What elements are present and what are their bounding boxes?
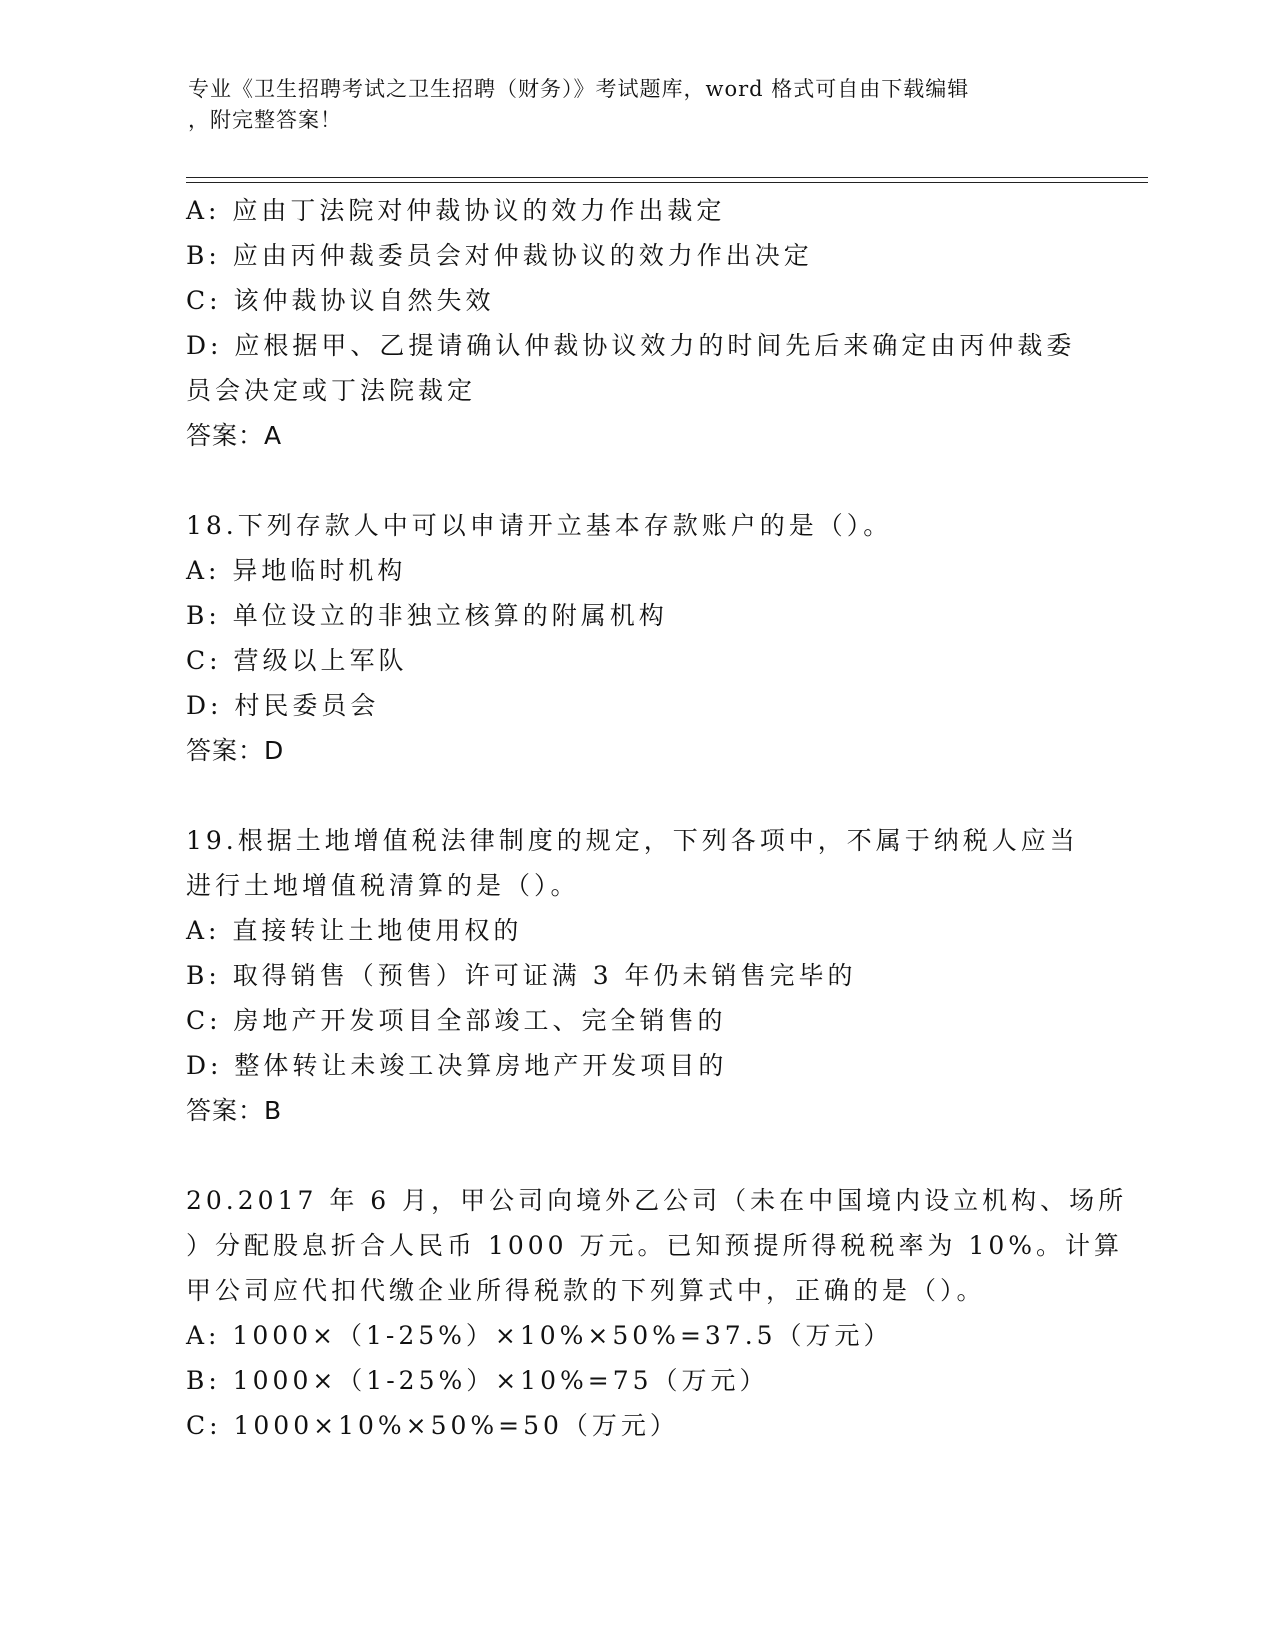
q18-stem: 18.下列存款人中可以申请开立基本存款账户的是（）。 <box>186 511 893 540</box>
q19-option-d: D: 整体转让未竣工决算房地产开发项目的 <box>186 1051 728 1080</box>
question-19 <box>186 818 1086 1133</box>
q20-option-a: A: 1000×（1-25%）×10%×50%=37.5（万元） <box>186 1321 893 1350</box>
q17-option-a: A: 应由丁法院对仲裁协议的效力作出裁定 <box>186 196 726 225</box>
q20-stem-line-3: 甲公司应代扣代缴企业所得税款的下列算式中，正确的是（）。 <box>186 1276 986 1305</box>
question-list <box>186 188 1128 1448</box>
header-line-2: ，附完整答案！ <box>188 108 342 132</box>
q20-option-b: B: 1000×（1-25%）×10%=75（万元） <box>186 1366 769 1395</box>
q19-option-a: A: 直接转让土地使用权的 <box>186 916 523 945</box>
q19-option-c: C: 房地产开发项目全部竣工、完全销售的 <box>186 1006 727 1035</box>
question-spacer <box>186 1133 1086 1178</box>
q19-stem-line-2: 进行土地增值税清算的是（）。 <box>186 871 580 900</box>
q17-option-d-line-2: 员会决定或丁法院裁定 <box>186 376 477 405</box>
question-18 <box>186 503 1086 773</box>
header-divider-bottom <box>186 182 1148 183</box>
header-divider-top <box>186 177 1148 178</box>
question-spacer <box>186 773 1086 818</box>
q17-answer: 答案：A <box>186 421 283 450</box>
header-line-1: 专业《卫生招聘考试之卫生招聘（财务）》考试题库，word 格式可自由下载编辑 <box>188 77 970 101</box>
q19-answer: 答案：B <box>186 1096 283 1125</box>
q18-option-d: D: 村民委员会 <box>186 691 380 720</box>
document-header <box>188 74 1088 136</box>
question-20 <box>186 1178 1128 1448</box>
q17-option-d-line-1: D: 应根据甲、乙提请确认仲裁协议效力的时间先后来确定由丙仲裁委 <box>186 331 1076 360</box>
question-17 <box>186 188 1086 458</box>
q20-option-c: C: 1000×10%×50%=50（万元） <box>186 1411 679 1440</box>
question-spacer <box>186 458 1086 503</box>
q18-option-c: C: 营级以上军队 <box>186 646 408 675</box>
q17-option-b: B: 应由丙仲裁委员会对仲裁协议的效力作出决定 <box>186 241 813 270</box>
q20-stem-line-1: 20.2017 年 6 月，甲公司向境外乙公司（未在中国境内设立机构、场所 <box>186 1186 1128 1215</box>
q18-option-a: A: 异地临时机构 <box>186 556 407 585</box>
q18-answer: 答案：D <box>186 736 285 765</box>
q19-stem-line-1: 19.根据土地增值税法律制度的规定，下列各项中，不属于纳税人应当 <box>186 826 1079 855</box>
q20-stem-line-2: ）分配股息折合人民币 1000 万元。已知预提所得税税率为 10%。计算 <box>186 1231 1124 1260</box>
q18-option-b: B: 单位设立的非独立核算的附属机构 <box>186 601 668 630</box>
q19-option-b: B: 取得销售（预售）许可证满 3 年仍未销售完毕的 <box>186 961 857 990</box>
q17-option-c: C: 该仲裁协议自然失效 <box>186 286 495 315</box>
